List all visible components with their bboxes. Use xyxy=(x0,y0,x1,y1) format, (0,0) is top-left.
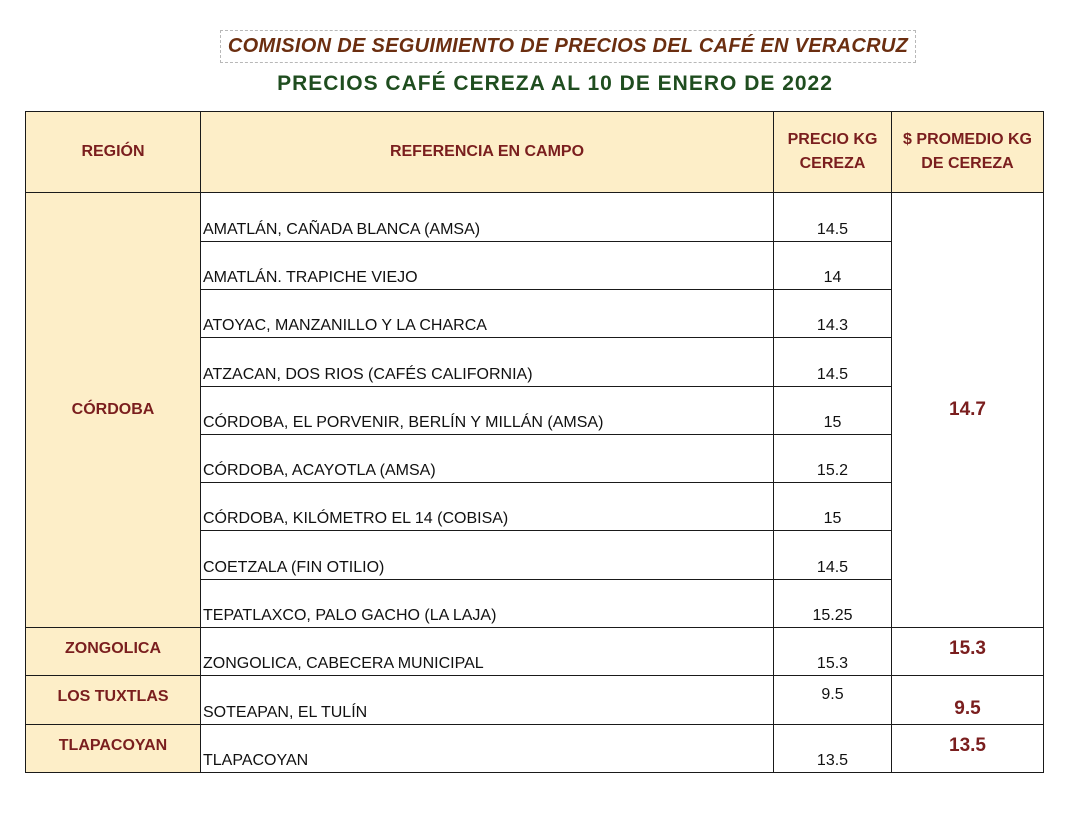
price-cell: 14.5 xyxy=(774,193,892,241)
column-header-reference: REFERENCIA EN CAMPO xyxy=(201,112,774,193)
page-title: PRECIOS CAFÉ CEREZA AL 10 DE ENERO DE 2022 xyxy=(277,72,833,95)
reference-cell: CÓRDOBA, KILÓMETRO EL 14 (COBISA) xyxy=(201,483,774,531)
price-cell: 15.3 xyxy=(774,628,892,676)
reference-cell: TLAPACOYAN xyxy=(201,724,774,772)
reference-cell: COETZALA (FIN OTILIO) xyxy=(201,531,774,579)
column-header-price xyxy=(774,112,892,193)
commission-banner xyxy=(220,30,916,63)
prices-table xyxy=(25,111,1044,773)
reference-cell: CÓRDOBA, EL PORVENIR, BERLÍN Y MILLÁN (AMSA) xyxy=(201,386,774,434)
column-header-price-line1: PRECIO KG xyxy=(787,131,878,149)
price-cell: 15.2 xyxy=(774,434,892,482)
reference-cell: TEPATLAXCO, PALO GACHO (LA LAJA) xyxy=(201,579,774,627)
table-header-row xyxy=(26,112,1044,193)
price-cell: 14 xyxy=(774,241,892,289)
region-cell-tlapacoyan: TLAPACOYAN xyxy=(26,724,201,772)
table-row xyxy=(26,628,1044,676)
reference-cell: AMATLÁN. TRAPICHE VIEJO xyxy=(201,241,774,289)
average-cell-tlapacoyan: 13.5 xyxy=(892,724,1044,772)
column-header-price-line2: CEREZA xyxy=(799,155,866,173)
region-cell-los-tuxtlas: LOS TUXTLAS xyxy=(26,676,201,724)
region-cell-cordoba: CÓRDOBA xyxy=(26,193,201,628)
price-cell: 14.5 xyxy=(774,338,892,386)
table-row xyxy=(26,724,1044,772)
average-cell-los-tuxtlas: 9.5 xyxy=(892,676,1044,724)
column-header-region: REGIÓN xyxy=(26,112,201,193)
price-cell: 15 xyxy=(774,483,892,531)
reference-cell: AMATLÁN, CAÑADA BLANCA (AMSA) xyxy=(201,193,774,241)
average-cell-zongolica: 15.3 xyxy=(892,628,1044,676)
column-header-average-line1: $ PROMEDIO KG xyxy=(903,131,1032,149)
commission-title: COMISION DE SEGUIMIENTO DE PRECIOS DEL CAFÉ EN VERACRUZ xyxy=(227,35,909,57)
reference-cell: ATOYAC, MANZANILLO Y LA CHARCA xyxy=(201,290,774,338)
price-cell: 14.3 xyxy=(774,290,892,338)
price-cell: 9.5 xyxy=(774,676,892,724)
reference-cell: ZONGOLICA, CABECERA MUNICIPAL xyxy=(201,628,774,676)
reference-cell: SOTEAPAN, EL TULÍN xyxy=(201,676,774,724)
price-cell: 14.5 xyxy=(774,531,892,579)
average-cell-cordoba: 14.7 xyxy=(892,193,1044,628)
region-cell-zongolica: ZONGOLICA xyxy=(26,628,201,676)
price-cell: 15.25 xyxy=(774,579,892,627)
table-row xyxy=(26,193,1044,241)
price-cell: 15 xyxy=(774,386,892,434)
reference-cell: ATZACAN, DOS RIOS (CAFÉS CALIFORNIA) xyxy=(201,338,774,386)
column-header-average-line2: DE CEREZA xyxy=(921,155,1014,173)
reference-cell: CÓRDOBA, ACAYOTLA (AMSA) xyxy=(201,434,774,482)
table-row xyxy=(26,676,1044,724)
price-cell: 13.5 xyxy=(774,724,892,772)
column-header-average xyxy=(892,112,1044,193)
